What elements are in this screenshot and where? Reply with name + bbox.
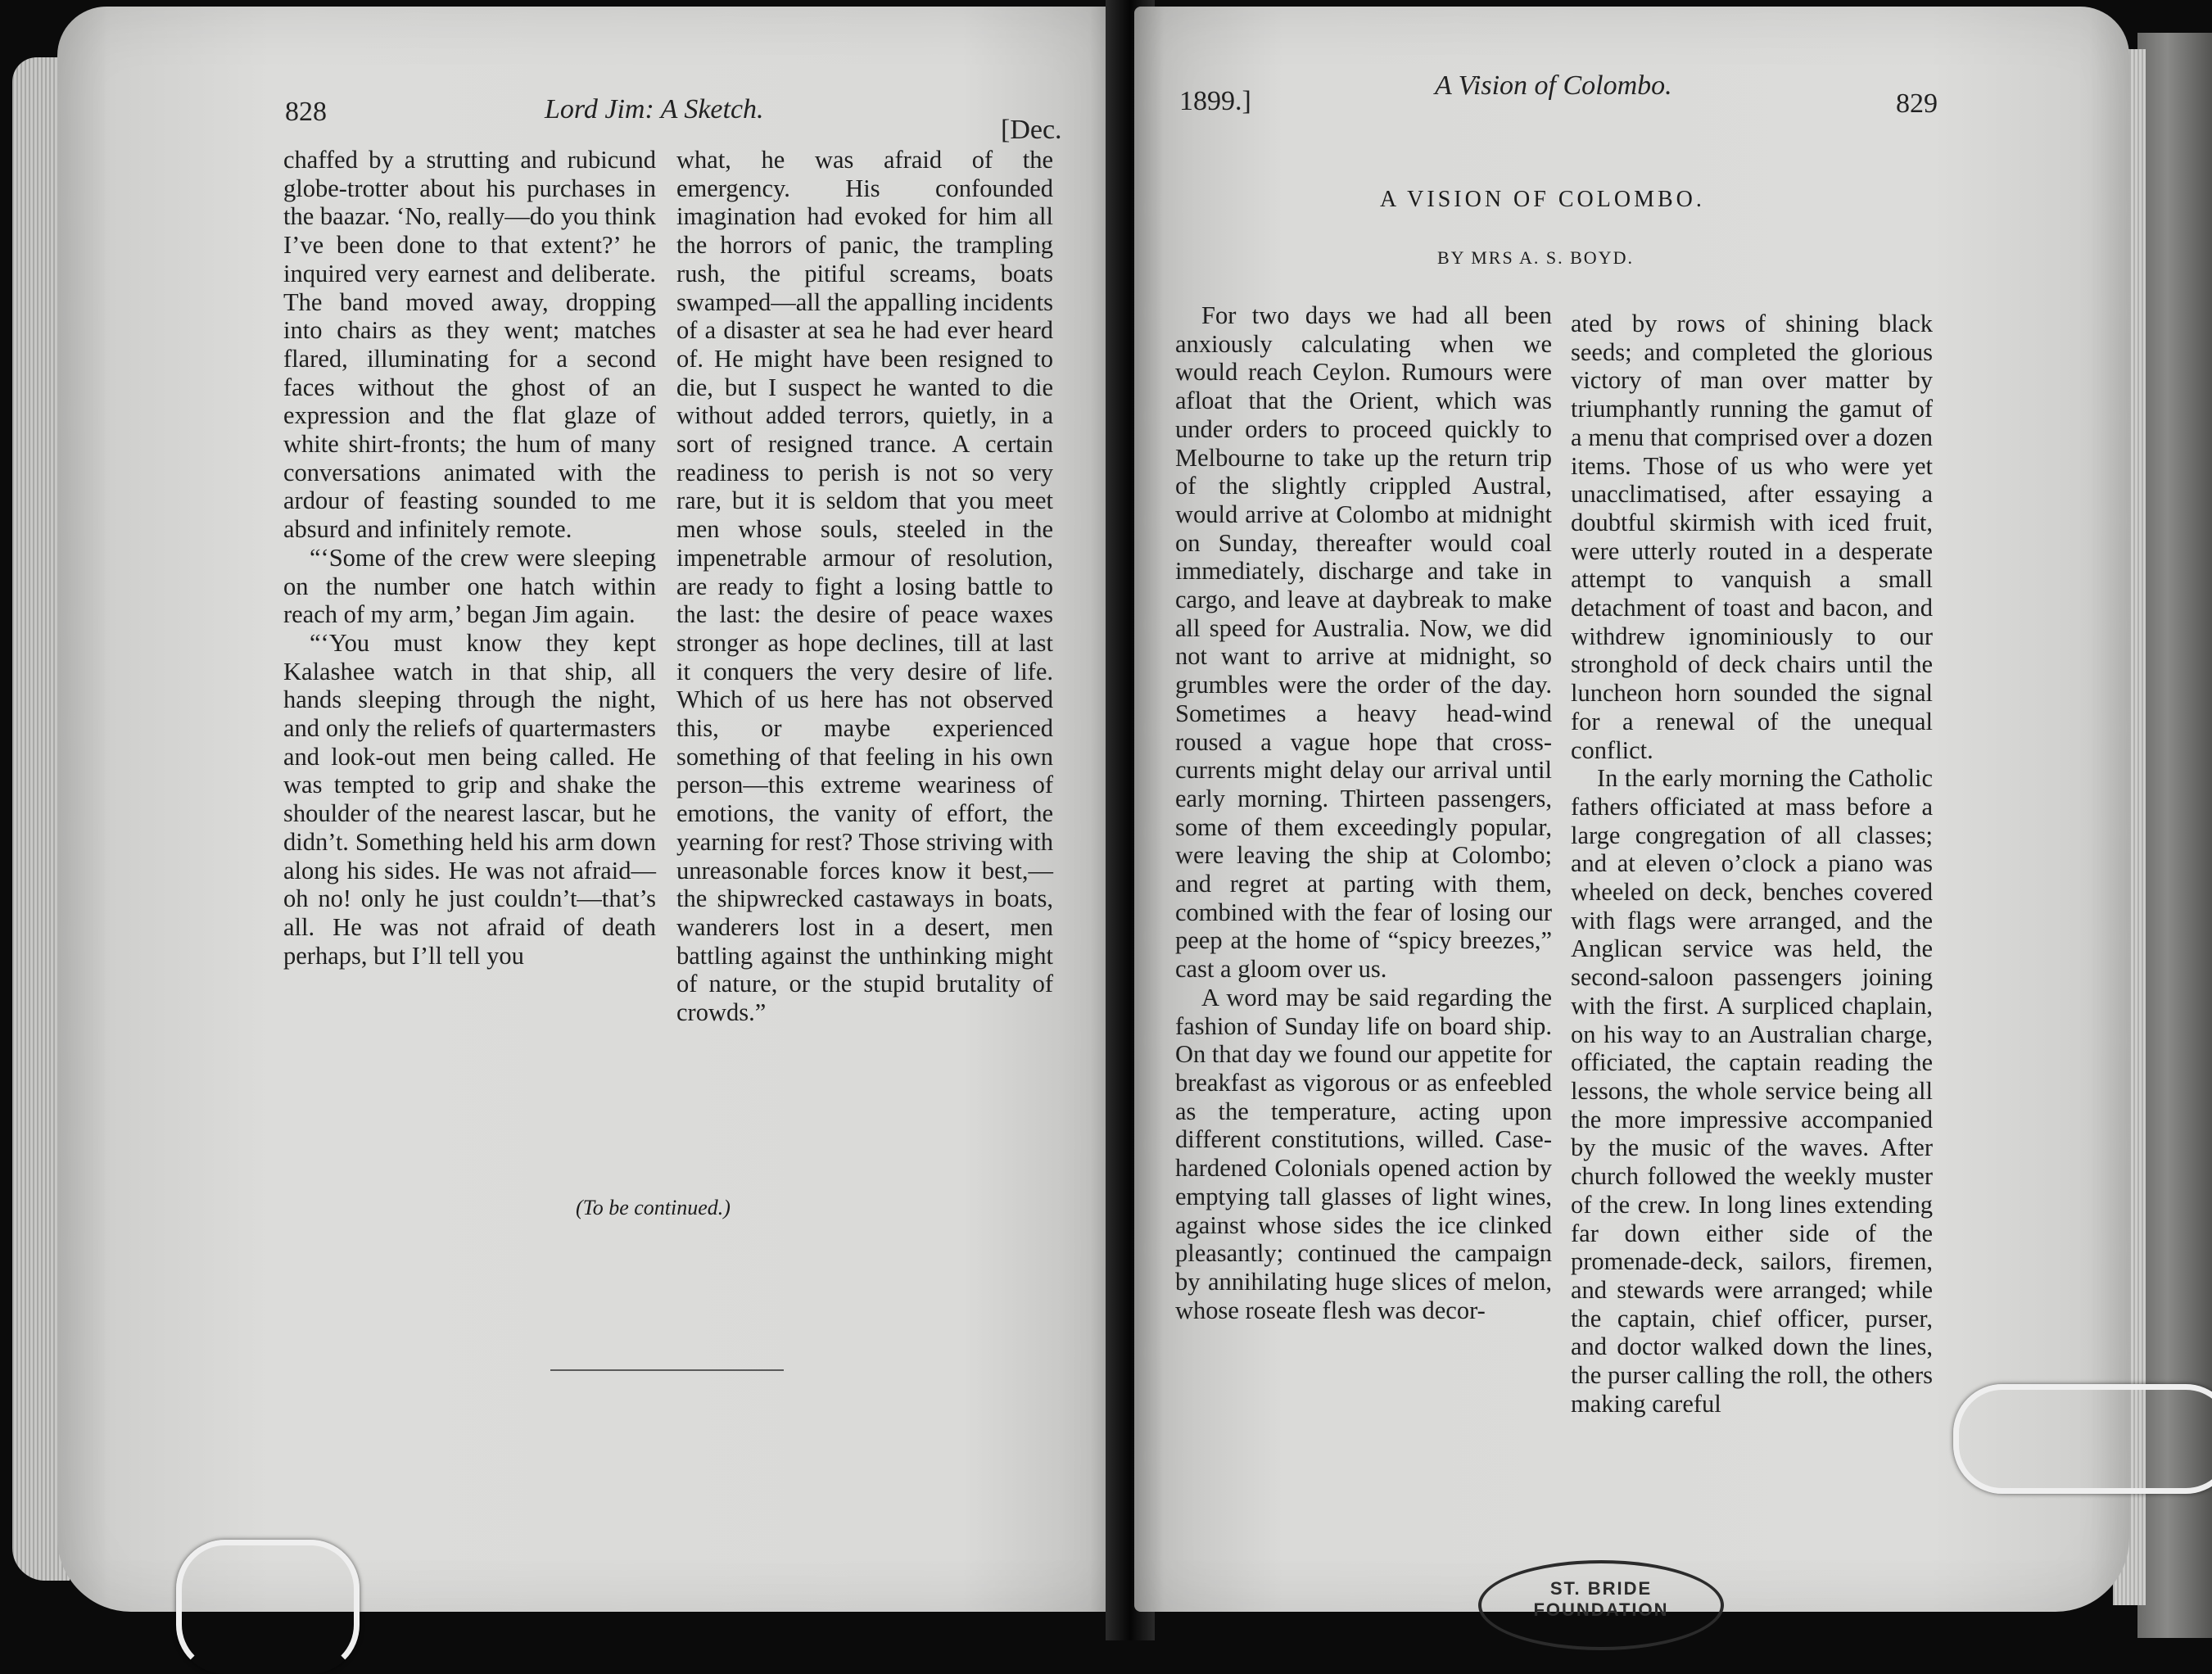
right-running-title: A Vision of Colombo. — [1435, 70, 1672, 101]
paragraph: ated by rows of shining black seeds; and completed the glorious victory of man over matter by triumphantly running the gamut of a menu that comprised over a dozen items. Those of us who were yet unacclimatised, after essaying a doubtful skirmish with iced fruit, were utterly routed in a desperate attempt to vanquish a small detachment of toast and bacon, and withdrew ignominiously to our stronghold of deck chairs until the luncheon horn sounded the signal for a renewal of the unequal conflict. — [1571, 310, 1933, 764]
article-byline: BY MRS A. S. BOYD. — [1437, 247, 1634, 268]
left-running-title: Lord Jim: A Sketch. — [545, 94, 764, 124]
paragraph: In the early morning the Catholic fathers officiated at mass before a large congregation of all classes; and at eleven o’clock a piano was wheeled on deck, benches covered with flags were arranged, and the Anglican service was held, the second-saloon passengers joining with the first. A surpliced chaplain, on his way to an Australian charge, officiated, the captain reading the lessons, the whole service being all the more impressive accompanied by the music of the waves. After church followed the weekly muster of the crew. In long lines extending far down either side of the promenade-deck, sailors, firemen, and stewards were arranged; while the captain, chief officer, purser, and doctor walked down the lines, the purser calling the roll, the others making careful — [1571, 764, 1933, 1418]
article-title: A VISION OF COLOMBO. — [1380, 187, 1705, 212]
paragraph: “‘You must know they kept Kalashee watch in that ship, all hands sleeping through the night, and only the reliefs of quartermasters and look-out men being called. He was tempted to grip and shake the shoulder of the nearest lascar, but he didn’t. Something held his arm down along his sides. He was not afraid—oh no! only he just couldn’t—that’s all. He was not afraid of death perhaps, but I’ll tell you — [283, 628, 656, 970]
paragraph: what, he was afraid of the emergency. His confounded imagination had evoked for him all the horrors of panic, the trampling rush, the pitiful screams, boats swamped—all the appalling incidents of a disaster at sea he had ever heard of. He might have been resigned to die, but I suspect he wanted to die without added terrors, quietly, in a sort of resigned trance. A certain readiness to perish is not so very rare, but it is seldom that you meet men whose souls, steeled in the impenetrable armour of resolution, are ready to fight a losing battle to the last: the desire of peace waxes stronger as hope declines, till at last it conquers the very desire of life. Which of us here has not observed this, or maybe experienced something of that feeling in his own person—this extreme weariness of emotions, the vanity of effort, the yearning for rest? Those striving with unreasonable forces know it best,—the shipwrecked castaways in boats, wanderers lost in a desert, men battling against the unthinking might of nature, or the stupid brutality of crowds.” — [676, 146, 1053, 1027]
paragraph: A word may be said regarding the fashion of Sunday life on board ship. On that day we found our appetite for breakfast as vigorous or as enfeebled as the temperature, acting upon different constitutions, willed. Case-hardened Colonials opened action by emptying tall glasses of light wines, against whose sides the ice clinked pleasantly; continued the campaign by annihilating huge slices of melon, whose roseate flesh was decor- — [1175, 983, 1552, 1324]
right-column-1 — [1175, 301, 1552, 1324]
left-column-1 — [283, 146, 656, 970]
to-be-continued: (To be continued.) — [576, 1196, 731, 1219]
right-column-2 — [1571, 310, 1933, 1418]
library-stamp: ST. BRIDE FOUNDATION — [1478, 1560, 1724, 1650]
paragraph: chaffed by a strutting and rubicund globe-trotter about his purchases in the baazar. ‘No, really—do you think I’ve been done to that extent?’ he inquired very earnest and deliberate. The band moved away, dropping into chairs as they went; matches flared, illuminating for a second faces without the ghost of an expression and the flat glaze of white shirt-fronts; the hum of many conversations animated with the ardour of feasting sounded to me absurd and infinitely remote. — [283, 146, 656, 544]
end-rule — [550, 1369, 784, 1371]
paragraph: “‘Some of the crew were sleeping on the number one hatch within reach of my arm,’ began Jim again. — [283, 543, 656, 629]
left-column-2 — [676, 146, 1053, 1027]
left-page-number: 828 — [285, 97, 327, 127]
right-year: 1899.] — [1179, 86, 1251, 116]
left-page-clip — [176, 1540, 360, 1674]
paragraph: For two days we had all been anxiously calculating when we would reach Ceylon. Rumours were afloat that the Orient, which was under orders to proceed quickly to Melbourne to take up the return trip of the slightly crippled Austral, would arrive at Colombo at midnight on Sunday, thereafter would coal immediately, discharge and take in cargo, and leave at daybreak to make all speed for Australia. Now, we did not want to arrive at midnight, so grumbles were the order of the day. Sometimes a heavy head-wind roused a vague hope that cross-currents might delay our arrival until early morning. Thirteen passengers, some of them exceedingly popular, were leaving the ship at Colombo; and regret at parting with them, combined with the fear of losing our peep at the home of “spicy breezes,” cast a gloom over us. — [1175, 301, 1552, 984]
right-page-number: 829 — [1896, 88, 1938, 119]
left-month: [Dec. — [1001, 115, 1062, 145]
right-page-clip — [1953, 1384, 2212, 1494]
